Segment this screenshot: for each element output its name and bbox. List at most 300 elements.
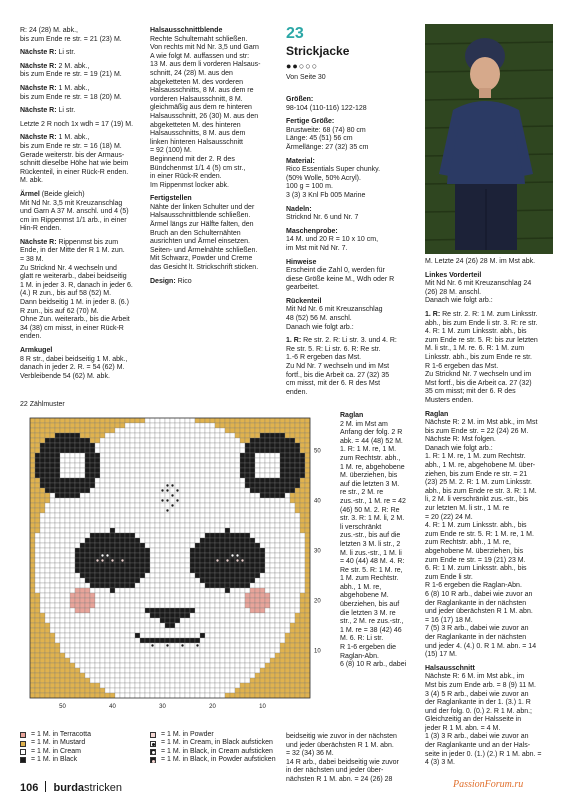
chart-stitch: [60, 633, 65, 638]
chart-stitch: [180, 598, 185, 603]
chart-stitch: [275, 588, 280, 593]
chart-stitch: [265, 553, 270, 558]
chart-stitch: [240, 683, 245, 688]
chart-stitch: [175, 593, 180, 598]
chart-stitch: [265, 533, 270, 538]
chart-stitch: [150, 648, 155, 653]
chart-stitch: [290, 443, 295, 448]
chart-stitch: [45, 458, 50, 463]
chart-stitch: [120, 598, 125, 603]
chart-stitch: [70, 608, 75, 613]
chart-stitch: [200, 583, 205, 588]
chart-stitch: [140, 618, 145, 623]
chart-stitch: [270, 678, 275, 683]
chart-stitch: [30, 563, 35, 568]
chart-stitch: [170, 613, 175, 618]
chart-stitch: [235, 538, 240, 543]
chart-stitch: [235, 668, 240, 673]
chart-stitch: [270, 443, 275, 448]
chart-stitch: [275, 473, 280, 478]
chart-stitch: [55, 528, 60, 533]
chart-stitch: [135, 578, 140, 583]
chart-stitch: [220, 548, 225, 553]
chart-stitch: [120, 448, 125, 453]
chart-stitch: [100, 598, 105, 603]
chart-stitch: [75, 608, 80, 613]
chart-stitch: [175, 423, 180, 428]
chart-stitch: [155, 458, 160, 463]
chart-stitch: [40, 468, 45, 473]
chart-stitch: [180, 473, 185, 478]
chart-stitch: [135, 658, 140, 663]
chart-stitch: [180, 458, 185, 463]
chart-stitch: [190, 598, 195, 603]
chart-stitch: [120, 453, 125, 458]
chart-stitch: [260, 693, 265, 698]
chart-stitch: [90, 553, 95, 558]
chart-stitch: [250, 598, 255, 603]
chart-stitch: [135, 613, 140, 618]
chart-stitch: [140, 453, 145, 458]
chart-stitch: [140, 538, 145, 543]
chart-stitch: [280, 533, 285, 538]
chart-stitch: [45, 423, 50, 428]
chart-stitch: [120, 473, 125, 478]
chart-stitch: [70, 583, 75, 588]
chart-stitch: [250, 423, 255, 428]
chart-stitch: [130, 513, 135, 518]
chart-stitch: [45, 448, 50, 453]
chart-stitch: [110, 653, 115, 658]
chart-stitch: [185, 428, 190, 433]
chart-stitch: [275, 458, 280, 463]
chart-stitch: [100, 518, 105, 523]
chart-stitch: [240, 673, 245, 678]
chart-stitch: [115, 643, 120, 648]
chart-stitch: [235, 533, 240, 538]
chart-stitch: [175, 503, 180, 508]
chart-stitch: [275, 563, 280, 568]
chart-stitch: [60, 653, 65, 658]
chart-stitch: [285, 648, 290, 653]
chart-stitch: [240, 658, 245, 663]
chart-stitch: [305, 583, 310, 588]
chart-stitch: [155, 558, 160, 563]
chart-stitch: [190, 423, 195, 428]
chart-stitch: [110, 533, 115, 538]
chart-stitch: [45, 588, 50, 593]
chart-stitch: [80, 578, 85, 583]
chart-stitch: [95, 533, 100, 538]
chart-stitch: [130, 658, 135, 663]
chart-stitch: [70, 593, 75, 598]
chart-stitch: [85, 458, 90, 463]
chart-stitch: [110, 688, 115, 693]
chart-stitch: [140, 573, 145, 578]
chart-stitch: [115, 478, 120, 483]
paragraph-label: Nächste R:: [20, 238, 57, 246]
chart-stitch: [165, 573, 170, 578]
chart-stitch: [250, 508, 255, 513]
chart-stitch: [290, 418, 295, 423]
chart-stitch: [275, 678, 280, 683]
chart-stitch: [145, 693, 150, 698]
chart-stitch: [285, 588, 290, 593]
chart-stitch: [40, 623, 45, 628]
chart-stitch: [170, 658, 175, 663]
chart-stitch: [50, 568, 55, 573]
chart-stitch: [40, 553, 45, 558]
chart-stitch: [30, 543, 35, 548]
chart-stitch: [205, 463, 210, 468]
chart-stitch: [150, 653, 155, 658]
legend-entry: [20, 731, 91, 739]
paragraph: [286, 96, 406, 113]
chart-stitch: [300, 538, 305, 543]
chart-stitch: [265, 443, 270, 448]
chart-stitch: [40, 573, 45, 578]
chart-stitch: [265, 588, 270, 593]
chart-stitch: [130, 573, 135, 578]
chart-stitch: [165, 443, 170, 448]
chart-stitch: [300, 578, 305, 583]
chart-stitch: [190, 668, 195, 673]
chart-stitch: [295, 528, 300, 533]
chart-stitch: [250, 683, 255, 688]
paragraph: [20, 239, 144, 342]
chart-stitch: [195, 663, 200, 668]
chart-stitch: [230, 488, 235, 493]
chart-stitch: [195, 423, 200, 428]
chart-stitch: [285, 618, 290, 623]
chart-stitch: [165, 563, 170, 568]
chart-stitch: [220, 603, 225, 608]
chart-stitch: [95, 498, 100, 503]
chart-stitch: [75, 488, 80, 493]
chart-stitch: [50, 648, 55, 653]
chart-stitch: [220, 663, 225, 668]
chart-stitch: [280, 473, 285, 478]
chart-stitch: [190, 693, 195, 698]
chart-stitch: [145, 498, 150, 503]
chart-stitch: [35, 603, 40, 608]
chart-stitch: [100, 423, 105, 428]
chart-stitch: [185, 618, 190, 623]
chart-stitch: [265, 433, 270, 438]
chart-stitch: [200, 638, 205, 643]
chart-stitch: [45, 633, 50, 638]
chart-stitch: [50, 613, 55, 618]
chart-stitch: [125, 508, 130, 513]
chart-stitch: [55, 428, 60, 433]
chart-stitch: [55, 563, 60, 568]
chart-stitch: [100, 673, 105, 678]
chart-stitch: [165, 433, 170, 438]
chart-stitch: [120, 528, 125, 533]
chart-stitch: [210, 533, 215, 538]
chart-stitch: [280, 483, 285, 488]
chart-stitch: [200, 473, 205, 478]
chart-stitch: [290, 508, 295, 513]
chart-stitch: [275, 443, 280, 448]
chart-stitch: [275, 658, 280, 663]
chart-stitch: [125, 658, 130, 663]
chart-stitch: [85, 513, 90, 518]
chart-stitch: [165, 518, 170, 523]
chart-stitch: [255, 603, 260, 608]
chart-stitch: [135, 603, 140, 608]
chart-stitch: [65, 448, 70, 453]
chart-stitch: [60, 593, 65, 598]
paragraph: [20, 85, 144, 102]
paragraph-label: Maschenprobe:: [286, 227, 338, 235]
chart-stitch: [175, 468, 180, 473]
paragraph-label: Nadeln:: [286, 205, 312, 213]
chart-stitch: [155, 513, 160, 518]
chart-stitch: [95, 678, 100, 683]
chart-stitch: [95, 523, 100, 528]
chart-stitch: [60, 643, 65, 648]
chart-stitch: [135, 458, 140, 463]
chart-stitch: [255, 638, 260, 643]
chart-stitch: [280, 448, 285, 453]
chart-stitch: [170, 623, 175, 628]
chart-stitch: [70, 443, 75, 448]
chart-stitch: [195, 583, 200, 588]
chart-stitch: [190, 683, 195, 688]
chart-stitch: [210, 628, 215, 633]
chart-stitch: [305, 543, 310, 548]
chart-stitch: [55, 618, 60, 623]
chart-stitch: [80, 598, 85, 603]
chart-stitch: [285, 483, 290, 488]
chart-stitch: [255, 463, 260, 468]
chart-stitch: [95, 588, 100, 593]
chart-stitch: [135, 428, 140, 433]
chart-stitch: [125, 443, 130, 448]
chart-stitch: [210, 653, 215, 658]
chart-stitch: [145, 618, 150, 623]
chart-stitch: [280, 563, 285, 568]
chart-stitch: [110, 538, 115, 543]
chart-stitch: [205, 508, 210, 513]
chart-stitch: [45, 623, 50, 628]
chart-stitch: [60, 443, 65, 448]
chart-stitch: [305, 608, 310, 613]
chart-stitch: [110, 568, 115, 573]
chart-stitch: [185, 588, 190, 593]
chart-stitch: [85, 568, 90, 573]
chart-stitch: [285, 568, 290, 573]
paragraph-text: Letzte 2 R noch 1x wdh = 17 (19) M.: [20, 120, 134, 128]
chart-stitch: [260, 533, 265, 538]
chart-stitch: [55, 518, 60, 523]
chart-stitch: [70, 688, 75, 693]
chart-stitch: [140, 518, 145, 523]
chart-stitch: [255, 578, 260, 583]
chart-stitch: [290, 438, 295, 443]
chart-stitch: [55, 598, 60, 603]
chart-stitch: [125, 533, 130, 538]
chart-stitch: [220, 433, 225, 438]
chart-stitch: [175, 568, 180, 573]
chart-stitch: [285, 673, 290, 678]
chart-stitch: [115, 588, 120, 593]
chart-stitch: [95, 648, 100, 653]
chart-stitch: [280, 548, 285, 553]
chart-stitch: [30, 573, 35, 578]
chart-stitch: [230, 588, 235, 593]
chart-stitch: [205, 638, 210, 643]
chart-stitch: [95, 483, 100, 488]
column-left-front: [425, 258, 547, 768]
chart-stitch: [130, 443, 135, 448]
chart-stitch: [265, 538, 270, 543]
chart-stitch: [30, 653, 35, 658]
chart-stitch: [60, 538, 65, 543]
chart-stitch: [210, 513, 215, 518]
chart-stitch: [135, 643, 140, 648]
chart-stitch: [295, 583, 300, 588]
chart-stitch: [125, 643, 130, 648]
chart-stitch: [30, 448, 35, 453]
chart-stitch: [195, 588, 200, 593]
chart-stitch: [140, 603, 145, 608]
chart-stitch: [295, 628, 300, 633]
chart-stitch: [165, 458, 170, 463]
chart-stitch: [255, 558, 260, 563]
chart-stitch: [215, 628, 220, 633]
chart-embroidery-point: [101, 559, 103, 561]
chart-stitch: [95, 563, 100, 568]
chart-stitch: [250, 553, 255, 558]
chart-stitch: [50, 538, 55, 543]
chart-stitch: [125, 458, 130, 463]
chart-stitch: [105, 613, 110, 618]
chart-stitch: [150, 478, 155, 483]
chart-stitch: [160, 478, 165, 483]
chart-stitch: [120, 643, 125, 648]
chart-stitch: [200, 668, 205, 673]
chart-stitch: [245, 478, 250, 483]
chart-stitch: [300, 658, 305, 663]
chart-stitch: [105, 598, 110, 603]
chart-stitch: [35, 618, 40, 623]
chart-stitch: [205, 608, 210, 613]
chart-stitch: [130, 523, 135, 528]
chart-stitch: [55, 448, 60, 453]
chart-stitch: [260, 483, 265, 488]
chart-stitch: [285, 628, 290, 633]
chart-stitch: [95, 593, 100, 598]
chart-stitch: [135, 618, 140, 623]
chart-stitch: [245, 443, 250, 448]
chart-stitch: [85, 673, 90, 678]
chart-stitch: [155, 448, 160, 453]
chart-stitch: [170, 438, 175, 443]
chart-stitch: [130, 563, 135, 568]
chart-stitch: [275, 668, 280, 673]
chart-stitch: [55, 458, 60, 463]
chart-stitch: [270, 493, 275, 498]
chart-stitch: [250, 538, 255, 543]
chart-stitch: [265, 468, 270, 473]
chart-stitch: [120, 623, 125, 628]
chart-stitch: [105, 578, 110, 583]
chart-stitch: [50, 618, 55, 623]
chart-stitch: [230, 658, 235, 663]
chart-stitch: [115, 583, 120, 588]
chart-stitch: [40, 678, 45, 683]
chart-stitch: [260, 558, 265, 563]
chart-stitch: [285, 438, 290, 443]
chart-stitch: [195, 578, 200, 583]
chart-stitch: [70, 568, 75, 573]
paragraph-label: Rückenteil: [286, 297, 322, 305]
chart-stitch: [135, 508, 140, 513]
chart-stitch: [60, 433, 65, 438]
chart-stitch: [240, 548, 245, 553]
chart-stitch: [150, 513, 155, 518]
chart-stitch: [200, 558, 205, 563]
y-tick-label: 20: [314, 598, 321, 605]
chart-stitch: [155, 693, 160, 698]
chart-stitch: [45, 493, 50, 498]
chart-stitch: [40, 458, 45, 463]
chart-stitch: [190, 418, 195, 423]
chart-stitch: [245, 663, 250, 668]
chart-stitch: [175, 633, 180, 638]
chart-stitch: [295, 663, 300, 668]
chart-stitch: [30, 488, 35, 493]
chart-stitch: [185, 418, 190, 423]
chart-stitch: [210, 578, 215, 583]
chart-stitch: [190, 508, 195, 513]
chart-stitch: [60, 448, 65, 453]
chart-stitch: [215, 528, 220, 533]
chart-stitch: [85, 508, 90, 513]
chart-stitch: [55, 533, 60, 538]
chart-stitch: [70, 638, 75, 643]
chart-stitch: [110, 638, 115, 643]
chart-stitch: [50, 448, 55, 453]
chart-stitch: [235, 573, 240, 578]
chart-stitch: [200, 428, 205, 433]
chart-stitch: [30, 568, 35, 573]
chart-stitch: [70, 628, 75, 633]
chart-stitch: [290, 573, 295, 578]
chart-stitch: [210, 603, 215, 608]
chart-stitch: [120, 593, 125, 598]
chart-stitch: [145, 683, 150, 688]
chart-stitch: [230, 603, 235, 608]
chart-stitch: [280, 588, 285, 593]
chart-stitch: [220, 428, 225, 433]
chart-stitch: [245, 593, 250, 598]
chart-stitch: [135, 553, 140, 558]
chart-stitch: [50, 423, 55, 428]
chart-stitch: [85, 693, 90, 698]
chart-stitch: [215, 508, 220, 513]
chart-stitch: [210, 453, 215, 458]
chart-stitch: [205, 473, 210, 478]
chart-stitch: [285, 658, 290, 663]
chart-stitch: [190, 653, 195, 658]
chart-stitch: [250, 463, 255, 468]
chart-stitch: [180, 518, 185, 523]
chart-stitch: [100, 478, 105, 483]
chart-stitch: [85, 588, 90, 593]
